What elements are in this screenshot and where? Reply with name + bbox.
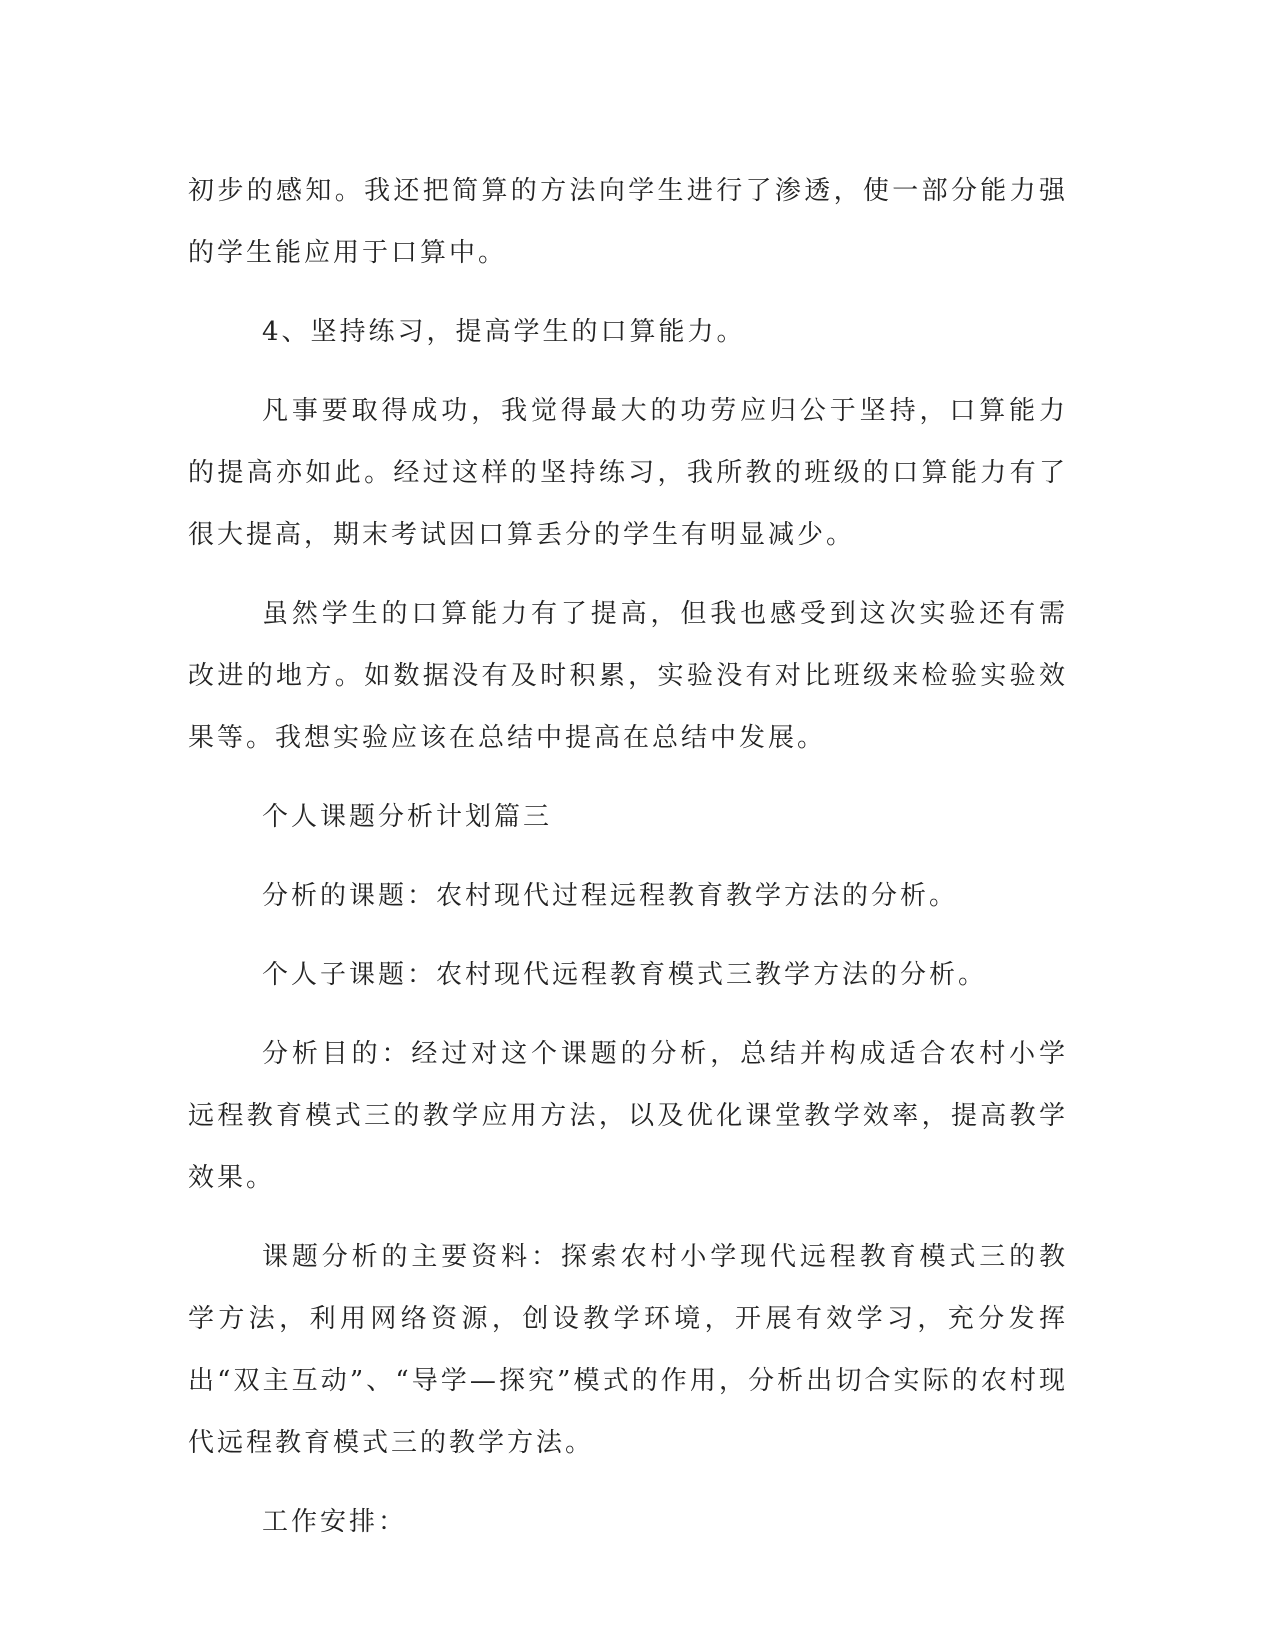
paragraph-2-heading: 4、坚持练习，提高学生的口算能力。 [262,317,746,347]
paragraph-4: 虽然学生的口算能力有了提高，但我也感受到这次实验还有需改进的地方。如数据没有及时积累，实验没有对比班级来检验实验效果等。我想实验应该在总结中提高在总结中发展。 [188,599,1068,753]
research-purpose: 分析目的：经过对这个课题的分析，总结并构成适合农村小学远程教育模式三的教学应用方法，以及优化课堂教学效率，提高教学效果。 [188,1039,1068,1193]
research-topic: 分析的课题：农村现代过程远程教育教学方法的分析。 [262,881,959,911]
research-content: 课题分析的主要资料：探索农村小学现代远程教育模式三的教学方法，利用网络资源，创设教学环境，开展有效学习，充分发挥出“双主互动”、“导学—探究”模式的作用，分析出切合实际的农村现代远程教育模式三的教学方法。 [188,1242,1068,1458]
paragraph-1: 初步的感知。我还把简算的方法向学生进行了渗透，使一部分能力强的学生能应用于口算中。 [188,176,1068,268]
document-page [188,160,1068,1570]
paragraph-3: 凡事要取得成功，我觉得最大的功劳应归公于坚持，口算能力的提高亦如此。经过这样的坚持练习，我所教的班级的口算能力有了很大提高，期末考试因口算丢分的学生有明显减少。 [188,396,1068,550]
work-arrangement: 工作安排： [262,1507,408,1537]
section-title: 个人课题分析计划篇三 [262,802,553,832]
sub-topic: 个人子课题：农村现代远程教育模式三教学方法的分析。 [262,960,988,990]
